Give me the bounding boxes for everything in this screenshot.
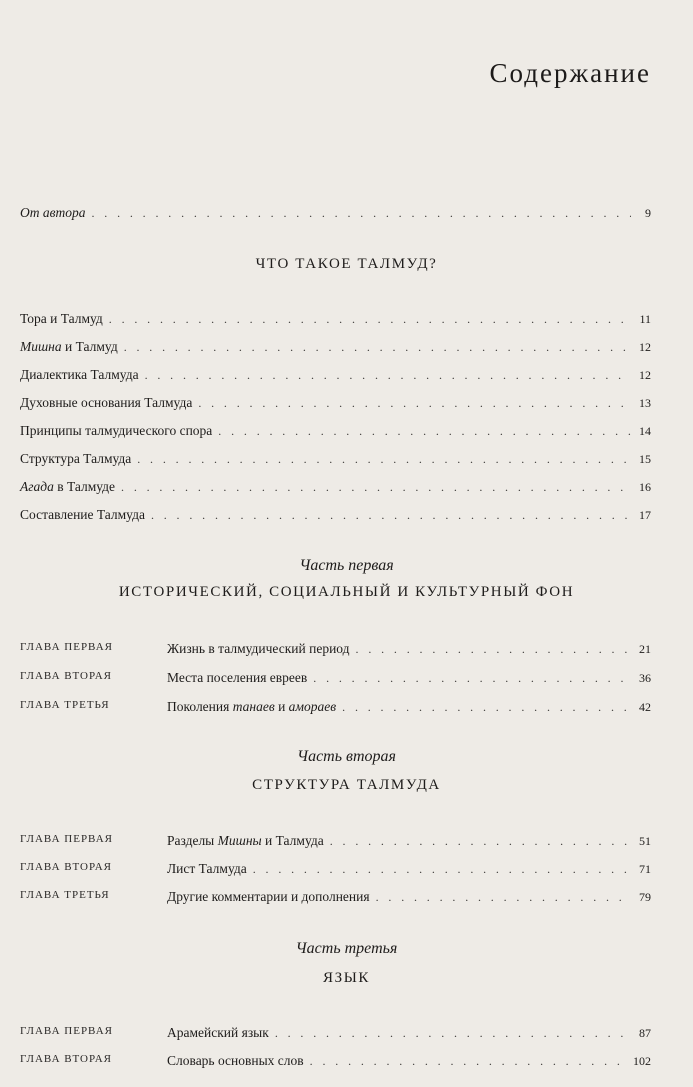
- toc-entry-label: Поколения танаев и амораев: [167, 699, 337, 714]
- dot-leader: [218, 424, 631, 439]
- toc-entry-page: 12: [639, 368, 651, 382]
- dot-leader: [124, 340, 631, 355]
- dot-leader: [310, 1054, 627, 1069]
- dot-leader: [121, 480, 631, 495]
- toc-entry[interactable]: [20, 311, 651, 327]
- toc-entry-page: 79: [639, 890, 651, 904]
- toc-entry-label: Структура Талмуда: [20, 451, 132, 466]
- dot-leader: [91, 206, 631, 221]
- chapter-number: ГЛАВА ПЕРВАЯ: [20, 833, 113, 845]
- toc-entry[interactable]: [167, 670, 651, 686]
- toc-entry-page: 87: [639, 1026, 651, 1040]
- toc-entry[interactable]: [20, 507, 651, 523]
- part-heading: ИСТОРИЧЕСКИЙ, СОЦИАЛЬНЫЙ И КУЛЬТУРНЫЙ ФОН: [118, 584, 575, 600]
- toc-entry-label: Принципы талмудического спора: [20, 423, 213, 438]
- toc-entry-label: От автора: [20, 205, 86, 220]
- part-heading: СТРУКТУРА ТАЛМУДА: [252, 777, 441, 793]
- toc-entry-page: 12: [639, 340, 651, 354]
- toc-entry-label: Лист Талмуда: [167, 861, 247, 876]
- toc-entry-page: 102: [633, 1054, 651, 1068]
- part-heading: ЯЗЫК: [322, 970, 370, 986]
- dot-leader: [376, 890, 631, 905]
- dot-leader: [198, 396, 631, 411]
- toc-entry-label: Места поселения евреев: [167, 670, 308, 685]
- part-label: Часть вторая: [297, 748, 396, 765]
- toc-entry-label: Мишна и Талмуд: [20, 339, 118, 354]
- part-label: Часть третья: [295, 940, 398, 957]
- chapter-number: ГЛАВА ТРЕТЬЯ: [20, 889, 110, 901]
- dot-leader: [313, 671, 631, 686]
- part-label: Часть первая: [299, 557, 394, 574]
- toc-entry[interactable]: [167, 833, 651, 849]
- toc-entry[interactable]: [20, 479, 651, 495]
- toc-entry[interactable]: [167, 699, 651, 715]
- dot-leader: [330, 834, 631, 849]
- chapter-number: ГЛАВА ВТОРАЯ: [20, 1053, 112, 1065]
- chapter-number: ГЛАВА ПЕРВАЯ: [20, 1025, 113, 1037]
- toc-entry-page: 14: [639, 424, 651, 438]
- toc-entry-page: 17: [639, 508, 651, 522]
- toc-entry[interactable]: [167, 1053, 651, 1069]
- toc-entry-page: 42: [639, 700, 651, 714]
- toc-entry[interactable]: [167, 861, 651, 877]
- toc-entry-label: Составление Талмуда: [20, 507, 145, 522]
- chapter-number: ГЛАВА ТРЕТЬЯ: [20, 699, 110, 711]
- toc-entry-label: Агада в Талмуде: [20, 479, 116, 494]
- toc-entry-label: Жизнь в талмудический период: [167, 641, 350, 656]
- toc-entry-label: Диалектика Талмуда: [20, 367, 139, 382]
- toc-entry-label: Словарь основных слов: [167, 1053, 304, 1068]
- toc-entry-page: 11: [639, 312, 651, 326]
- dot-leader: [151, 508, 631, 523]
- toc-entry[interactable]: [20, 451, 651, 467]
- toc-entry-foreword[interactable]: [20, 205, 651, 221]
- toc-entry-page: 16: [639, 480, 651, 494]
- toc-entry[interactable]: [20, 367, 651, 383]
- toc-entry-label: Разделы Мишны и Талмуда: [167, 833, 324, 848]
- section-heading-intro: ЧТО ТАКОЕ ТАЛМУД?: [255, 256, 438, 272]
- dot-leader: [109, 312, 631, 327]
- dot-leader: [342, 700, 631, 715]
- toc-entry-label: Тора и Талмуд: [20, 311, 103, 326]
- toc-entry[interactable]: [167, 1025, 651, 1041]
- toc-entry-page: 15: [639, 452, 651, 466]
- toc-entry-page: 36: [639, 671, 651, 685]
- toc-entry-page: 21: [639, 642, 651, 656]
- toc-entry-label: Духовные основания Талмуда: [20, 395, 193, 410]
- dot-leader: [253, 862, 631, 877]
- dot-leader: [137, 452, 631, 467]
- toc-entry[interactable]: [167, 889, 651, 905]
- chapter-number: ГЛАВА ПЕРВАЯ: [20, 641, 113, 653]
- toc-entry-page: 71: [639, 862, 651, 876]
- toc-entry[interactable]: [167, 641, 651, 657]
- toc-entry-label: Другие комментарии и дополнения: [167, 889, 370, 904]
- toc-entry[interactable]: [20, 395, 651, 411]
- toc-entry-page: 9: [645, 206, 651, 220]
- chapter-number: ГЛАВА ВТОРАЯ: [20, 861, 112, 873]
- toc-entry[interactable]: [20, 423, 651, 439]
- dot-leader: [275, 1026, 631, 1041]
- toc-entry-page: 51: [639, 834, 651, 848]
- dot-leader: [145, 368, 631, 383]
- chapter-number: ГЛАВА ВТОРАЯ: [20, 670, 112, 682]
- toc-entry-page: 13: [639, 396, 651, 410]
- toc-entry-label: Арамейский язык: [167, 1025, 269, 1040]
- dot-leader: [356, 642, 631, 657]
- page-title: Содержание: [489, 58, 651, 88]
- toc-entry[interactable]: [20, 339, 651, 355]
